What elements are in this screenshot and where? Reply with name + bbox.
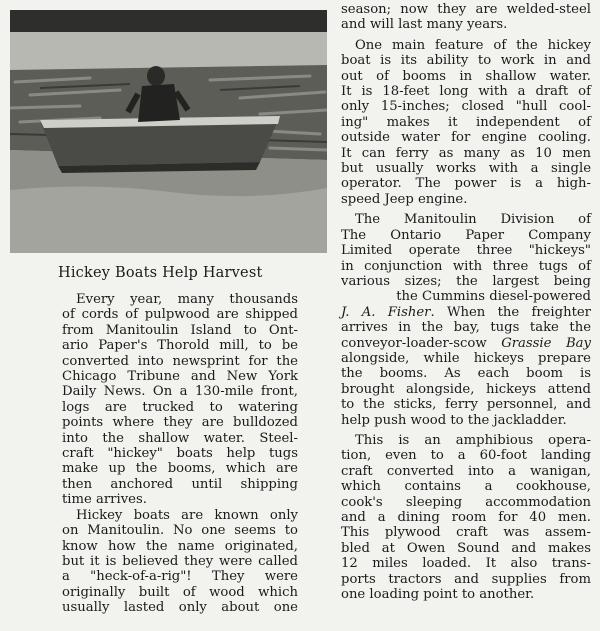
text-line: craft converted into a wanigan, [341, 463, 591, 479]
text-line: but usually works with a single [341, 161, 591, 177]
text-line: 12 miles loaded. It also trans- [341, 556, 591, 572]
text-line: make up the booms, which are [62, 461, 298, 477]
text-line: boat is its ability to work in and [341, 53, 591, 69]
text-line: and a dining room for 40 men. [341, 510, 591, 525]
text-line: Chicago Tribune and New York [62, 369, 298, 385]
text-line: then anchored until shipping [62, 476, 298, 492]
text-line: know how the name originated, [62, 538, 298, 554]
text-line: in conjunction with three tugs of [341, 258, 591, 274]
text-line: on Manitoulin. No one seems to [62, 523, 298, 539]
paragraph [62, 292, 298, 508]
text-line [341, 305, 591, 320]
text-line: Hickey boats are known only [76, 507, 298, 523]
text-line: The Ontario Paper Company [341, 227, 591, 243]
text-line: It is 18-feet long with a draft of [341, 84, 591, 100]
text-line: time arrives. [62, 492, 147, 508]
text-line: ario Paper's Thorold mill, to be [62, 338, 298, 354]
text-line: out of booms in shallow water. [341, 68, 591, 84]
text-line: This is an amphibious opera- [355, 432, 591, 448]
text-line: help push wood to the jackladder. [341, 412, 567, 428]
text-line: It can ferry as many as 10 men [341, 145, 591, 161]
text-line: the Cummins diesel-powered [396, 289, 591, 305]
text-line: to the sticks, ferry personnel, and [341, 397, 591, 413]
text-line: cook's sleeping accommodation [341, 494, 591, 510]
text-line: Every year, many thousands [76, 292, 298, 307]
paragraph [341, 212, 591, 428]
text-line: This plywood craft was assem- [341, 525, 591, 541]
hickey-boat-photo [10, 10, 327, 253]
text-line: usually lasted only about one [62, 600, 298, 616]
text-line: various sizes; the largest being [341, 273, 591, 289]
text-line: season; now they are welded-steel [341, 2, 591, 17]
scow-name: Grassie Bay [501, 335, 591, 351]
text-line: outside water for engine cooling. [341, 130, 591, 146]
text-line: Limited operate three "hickeys" [341, 243, 591, 259]
paragraph [341, 2, 591, 33]
text-line: ing" makes it independent of [341, 114, 591, 130]
text-line: one loading point to another. [341, 587, 535, 603]
text-fragment: . When the freighter [430, 304, 591, 320]
paragraph [341, 38, 591, 207]
text-line: a "heck-of-a-rig"! They were [62, 569, 298, 585]
text-line: but it is believed they were called [62, 553, 298, 569]
article-headline: Hickey Boats Help Harvest [58, 265, 263, 281]
text-fragment: conveyor-loader-scow [341, 335, 502, 351]
text-line: into the shallow water. Steel- [62, 430, 298, 446]
left-text-column [62, 292, 298, 616]
text-line: logs are trucked to watering [62, 399, 298, 415]
text-line: craft "hickey" boats help tugs [62, 446, 298, 462]
text-line: and will last many years. [341, 17, 508, 33]
text-line: ports tractors and supplies from [341, 571, 591, 587]
text-line: One main feature of the hickey [355, 37, 591, 53]
text-line: points where they are bulldozed [62, 415, 298, 431]
text-line: alongside, while hickeys prepare [341, 350, 591, 366]
text-line: bled at Owen Sound and makes [341, 540, 591, 556]
text-line: converted into newsprint for the [62, 353, 298, 369]
paragraph [62, 508, 298, 616]
text-line: operator. The power is a high- [341, 176, 591, 192]
text-line [341, 336, 591, 351]
text-line: originally built of wood which [62, 584, 298, 600]
text-line: from Manitoulin Island to Ont- [62, 322, 298, 338]
text-line: Daily News. On a 130-mile front, [62, 384, 298, 400]
text-line: tion, even to a 60-foot landing [341, 448, 591, 464]
text-line: speed Jeep engine. [341, 191, 468, 207]
text-line: only 15-inches; closed "hull cool- [341, 99, 591, 115]
text-line: the booms. As each boom is [341, 366, 591, 382]
text-line: arrives in the bay, tugs take the [341, 320, 591, 336]
text-line: which contains a cookhouse, [341, 479, 591, 495]
text-line: of cords of pulpwood are shipped [62, 307, 298, 323]
ship-name: J. A. Fisher [341, 304, 431, 320]
text-line: brought alongside, hickeys attend [341, 381, 591, 397]
right-text-column [341, 2, 591, 602]
paragraph [341, 433, 591, 602]
text-line: The Manitoulin Division of [355, 212, 591, 228]
